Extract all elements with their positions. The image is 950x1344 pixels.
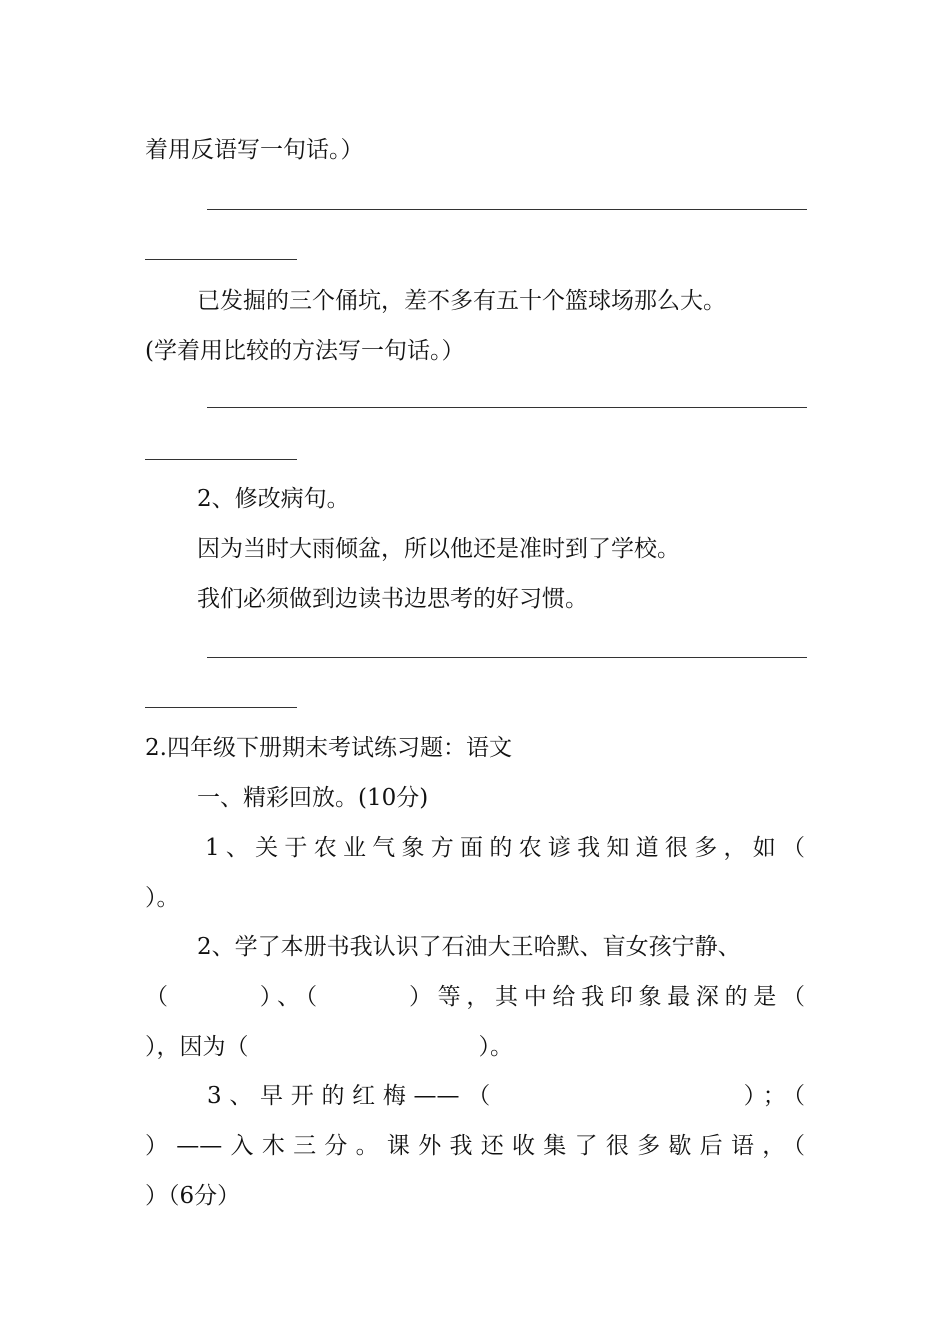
section-title: 2.四年级下册期末考试练习题：语文 xyxy=(145,735,512,761)
text-line: 2、学了本册书我认识了石油大王哈默、盲女孩宁静、 xyxy=(197,934,741,960)
section-heading: 一、精彩回放。(10分) xyxy=(197,785,429,811)
text-line: （ ）、（ ）等，其中给我印象最深的是（ xyxy=(145,984,805,1010)
answer-line xyxy=(207,209,807,210)
answer-line-continuation xyxy=(145,259,297,260)
text-line: 3、早开的红梅——（ ）；（ xyxy=(207,1083,805,1109)
text-line: ）——入木三分。课外我还收集了很多歇后语，（ xyxy=(145,1133,805,1159)
text-line: 已发掘的三个俑坑，差不多有五十个篮球场那么大。 xyxy=(197,288,726,314)
answer-line-continuation xyxy=(145,707,297,708)
text-line: (学着用比较的方法写一句话。） xyxy=(145,338,465,364)
answer-line-continuation xyxy=(145,459,297,460)
text-line: 我们必须做到边读书边思考的好习惯。 xyxy=(197,586,588,612)
text-line: ）。 xyxy=(145,885,180,911)
answer-line xyxy=(207,657,807,658)
answer-line xyxy=(207,407,807,408)
text-line: 着用反语写一句话。） xyxy=(145,137,364,163)
text-line: 1、关于农业气象方面的农谚我知道很多，如（ xyxy=(205,835,805,861)
text-line: ），因为（ ）。 xyxy=(145,1034,513,1060)
text-line: 因为当时大雨倾盆，所以他还是准时到了学校。 xyxy=(197,536,680,562)
text-line: ）（6分） xyxy=(145,1183,241,1209)
question-heading: 2、修改病句。 xyxy=(197,486,350,512)
